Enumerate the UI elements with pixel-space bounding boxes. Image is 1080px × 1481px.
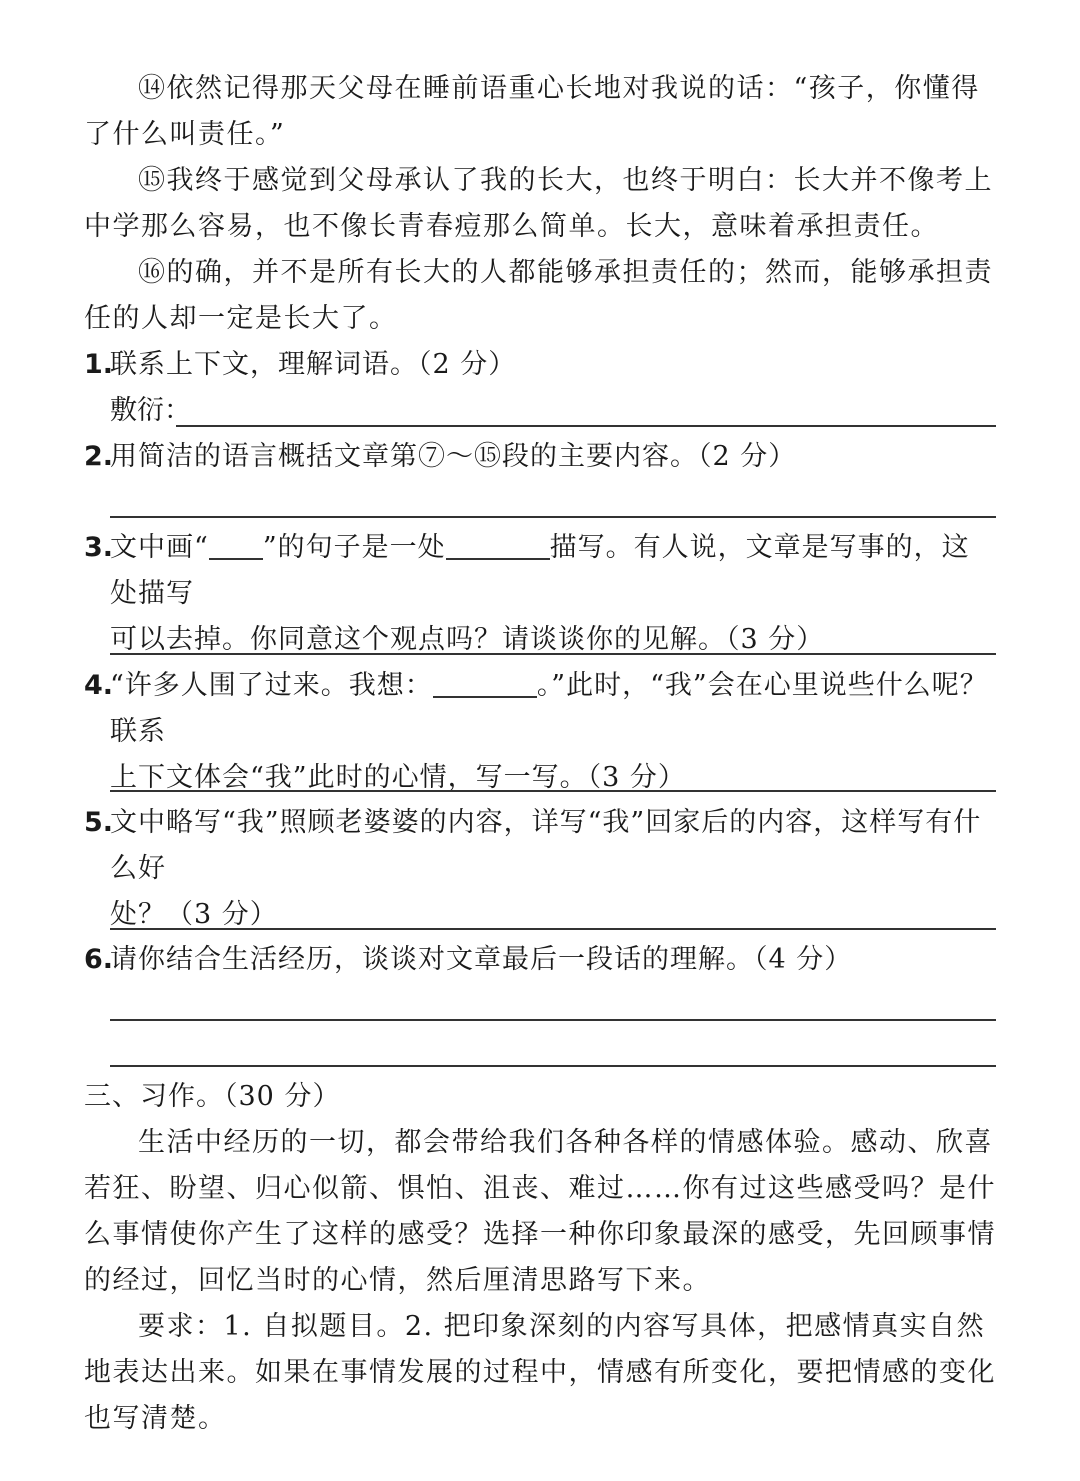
answer-line-q5[interactable] [110, 928, 996, 930]
blank-sentence-mark[interactable] [209, 528, 263, 560]
answer-line-q4[interactable] [110, 790, 996, 792]
answer-line-q1[interactable] [176, 425, 996, 427]
question-text: “许多人围了过来。我想： 。”此时，“我”会在心里说些什么呢？联系 上下文体会“我”此时的心情，写一写。（3 分） [110, 663, 996, 801]
question-number: 3. [84, 532, 114, 563]
composition-requirements: 要求：1. 自拟题目。2. 把印象深刻的内容写具体，把感情真实自然地表达出来。如果在事情发展的过程中，情感有所变化，要把情感的变化也写清楚。 [84, 1311, 996, 1434]
question-number: 4. [84, 670, 114, 701]
question-text: 请你结合生活经历，谈谈对文章最后一段话的理解。（4 分） [110, 944, 853, 975]
question-4 [84, 663, 996, 793]
question-number: 2. [84, 441, 114, 472]
question-number: 1. [84, 349, 114, 380]
question-number: 5. [84, 807, 114, 838]
answer-line-q6-2[interactable] [110, 1065, 996, 1067]
question-text: 用简洁的语言概括文章第⑦～⑮段的主要内容。（2 分） [110, 441, 797, 472]
term-label: 敷衍： [110, 395, 191, 426]
question-2 [84, 434, 996, 480]
answer-line-q3[interactable] [110, 653, 996, 655]
question-3 [84, 525, 996, 655]
blank-my-thought[interactable] [433, 666, 537, 698]
composition-prompt: 生活中经历的一切，都会带给我们各种各样的情感体验。感动、欣喜若狂、盼望、归心似箭、惧怕、沮丧、难过……你有过这些感受吗？是什么事情使你产生了这样的感受？选择一种你印象最深的感受，先回顾事情的经过，回忆当时的心情，然后厘清思路写下来。 [84, 1127, 996, 1296]
question-1 [84, 342, 996, 388]
section-heading: 三、习作。（30 分） [84, 1081, 341, 1112]
question-text: 文中画“ ”的句子是一处 描写。有人说，文章是写事的，这处描写 可以去掉。你同意这个观点吗？请谈谈你的见解。（3 分） [110, 525, 996, 663]
paragraph-15: ⑮我终于感觉到父母承认了我的长大，也终于明白：长大并不像考上中学那么容易，也不像长青春痘那么简单。长大，意味着承担责任。 [84, 165, 993, 242]
question-5 [84, 800, 996, 930]
answer-line-q2[interactable] [110, 516, 996, 518]
paragraph-16: ⑯的确，并不是所有长大的人都能够承担责任的；然而，能够承担责任的人却一定是长大了。 [84, 257, 993, 334]
question-text: 联系上下文，理解词语。（2 分） [110, 349, 517, 380]
blank-description-type[interactable] [446, 528, 550, 560]
question-text: 文中略写“我”照顾老婆婆的内容，详写“我”回家后的内容，这样写有什么好 处？（3 分） [110, 807, 982, 930]
question-number: 6. [84, 944, 114, 975]
paragraph-14: ⑭依然记得那天父母在睡前语重心长地对我说的话：“孩子，你懂得了什么叫责任。” [84, 73, 980, 150]
answer-line-q6-1[interactable] [110, 1019, 996, 1021]
question-6 [84, 937, 996, 983]
